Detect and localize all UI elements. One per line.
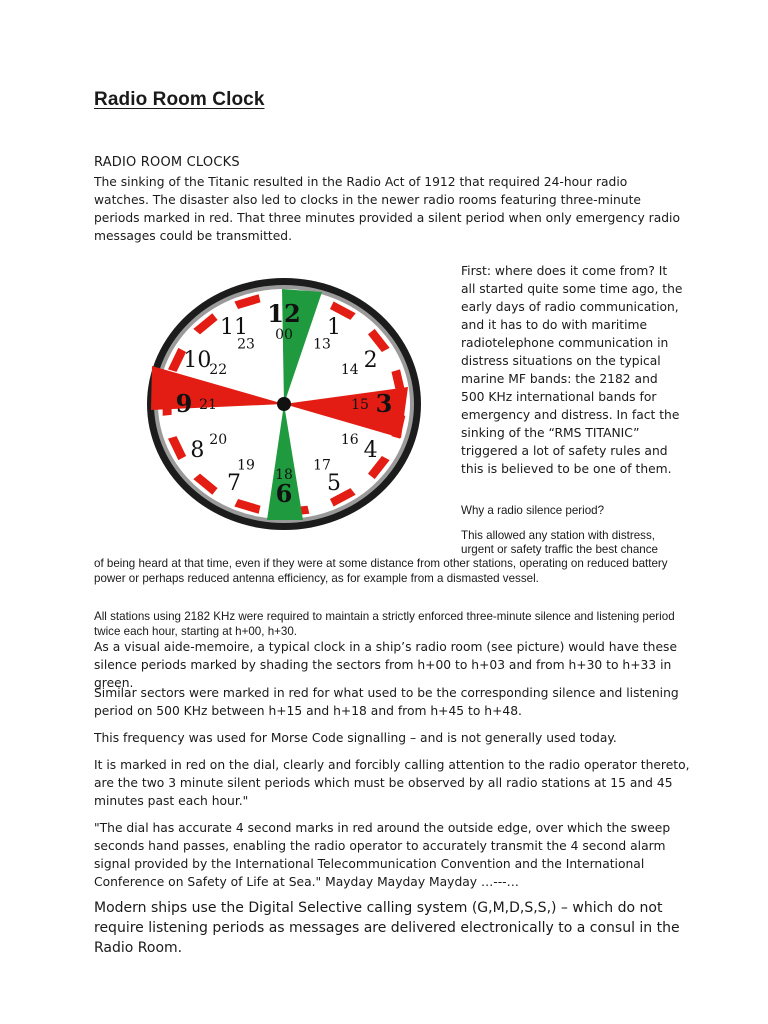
hour-numeral-12h: 5 — [327, 470, 341, 496]
origin-paragraph: First: where does it come from? It all started quite some time ago, the early days of radio communication, and it has to do with maritime radiotelephone communication in distress situations on the typical marine MF bands: the 2182 and 500 KHz international bands for emergency and distress. In fact the sinking of the “RMS TITANIC” triggered a lot of safety rules and this is believed to be one of them. — [461, 264, 683, 476]
hour-numeral-12h: 11 — [220, 315, 248, 341]
hour-numeral-24h: 18 — [275, 466, 293, 483]
marked-red-paragraph: It is marked in red on the dial, clearly and forcibly calling attention to the radio operator thereto, are the two 3 minute silent periods which must be observed by all radio stations at 15 and 45 minutes past each hour." — [94, 758, 690, 808]
hour-numeral-12h: 7 — [227, 470, 241, 496]
hour-numeral-24h: 13 — [313, 336, 331, 353]
hour-numeral-24h: 16 — [340, 432, 359, 448]
hour-numeral-24h: 15 — [351, 397, 369, 413]
radio-room-clock-image — [146, 262, 436, 530]
hour-numeral-12h: 6 — [275, 479, 293, 508]
hour-numeral-24h: 14 — [340, 362, 359, 378]
hour-numeral-24h: 23 — [237, 336, 255, 353]
hour-numeral-12h: 12 — [267, 299, 301, 328]
page-title: Radio Room Clock — [94, 89, 265, 110]
section-heading: RADIO ROOM CLOCKS — [94, 155, 240, 170]
hour-numeral-12h: 3 — [375, 389, 393, 418]
hour-numeral-12h: 4 — [363, 438, 378, 463]
intro-paragraph: The sinking of the Titanic resulted in the Radio Act of 1912 that required 24-hour radio watches. The disaster also led to clocks in the newer radio rooms featuring three-minute periods marked in red. That three minutes provided a silent period when only emergency radio messages could be transmitted. — [94, 175, 680, 243]
modern-ships-paragraph: Modern ships use the Digital Selective calling system (G,M,D,S,S,) – which do not require listening periods as messages are delivered electronically to a consul in the Radio Room. — [94, 900, 680, 956]
hour-numeral-12h: 10 — [183, 348, 212, 373]
hour-numeral-12h: 8 — [190, 438, 205, 463]
similar-sectors-paragraph: Similar sectors were marked in red for what used to be the corresponding silence and listening period on 500 KHz between h+15 and h+18 and from h+45 to h+48. — [94, 686, 679, 718]
frequency-paragraph: This frequency was used for Morse Code signalling – and is not generally used today. — [94, 731, 617, 745]
hour-numeral-12h: 1 — [327, 315, 341, 341]
hour-numeral-12h: 2 — [363, 348, 378, 373]
hour-numeral-24h: 19 — [237, 457, 255, 474]
clock-center-pin — [277, 397, 291, 411]
hour-numeral-24h: 22 — [209, 362, 228, 378]
hour-numeral-24h: 17 — [313, 457, 331, 474]
hour-numeral-12h: 9 — [175, 389, 193, 418]
hour-numeral-24h: 20 — [209, 432, 228, 448]
why-heading: Why a radio silence period? — [461, 504, 605, 517]
hour-numeral-24h: 00 — [275, 327, 293, 344]
stations-paragraph: All stations using 2182 KHz were required to maintain a strictly enforced three-minute silence and listening period twice each hour, starting at h+00, h+30. — [94, 610, 675, 638]
allowed-paragraph-start: This allowed any station with distress, urgent or safety traffic the best chance — [461, 529, 658, 556]
aide-memoire-paragraph: As a visual aide-memoire, a typical clock in a ship’s radio room (see picture) would have these silence periods marked by shading the sectors from h+00 to h+03 and from h+30 to h+33 in green. — [94, 640, 678, 690]
allowed-paragraph-end: of being heard at that time, even if they were at some distance from other stations, operating on reduced battery power or perhaps reduced antenna efficiency, as for example from a dismasted vessel. — [94, 557, 668, 585]
dial-quote-paragraph: "The dial has accurate 4 second marks in red around the outside edge, over which the sweep seconds hand passes, enabling the radio operator to accurately transmit the 4 second alarm signal provided by the International Telecommunication Convention and the International Conference on Safety of Life at Sea." Mayday Mayday Mayday …---… — [94, 821, 671, 889]
hour-numeral-24h: 21 — [199, 397, 217, 413]
